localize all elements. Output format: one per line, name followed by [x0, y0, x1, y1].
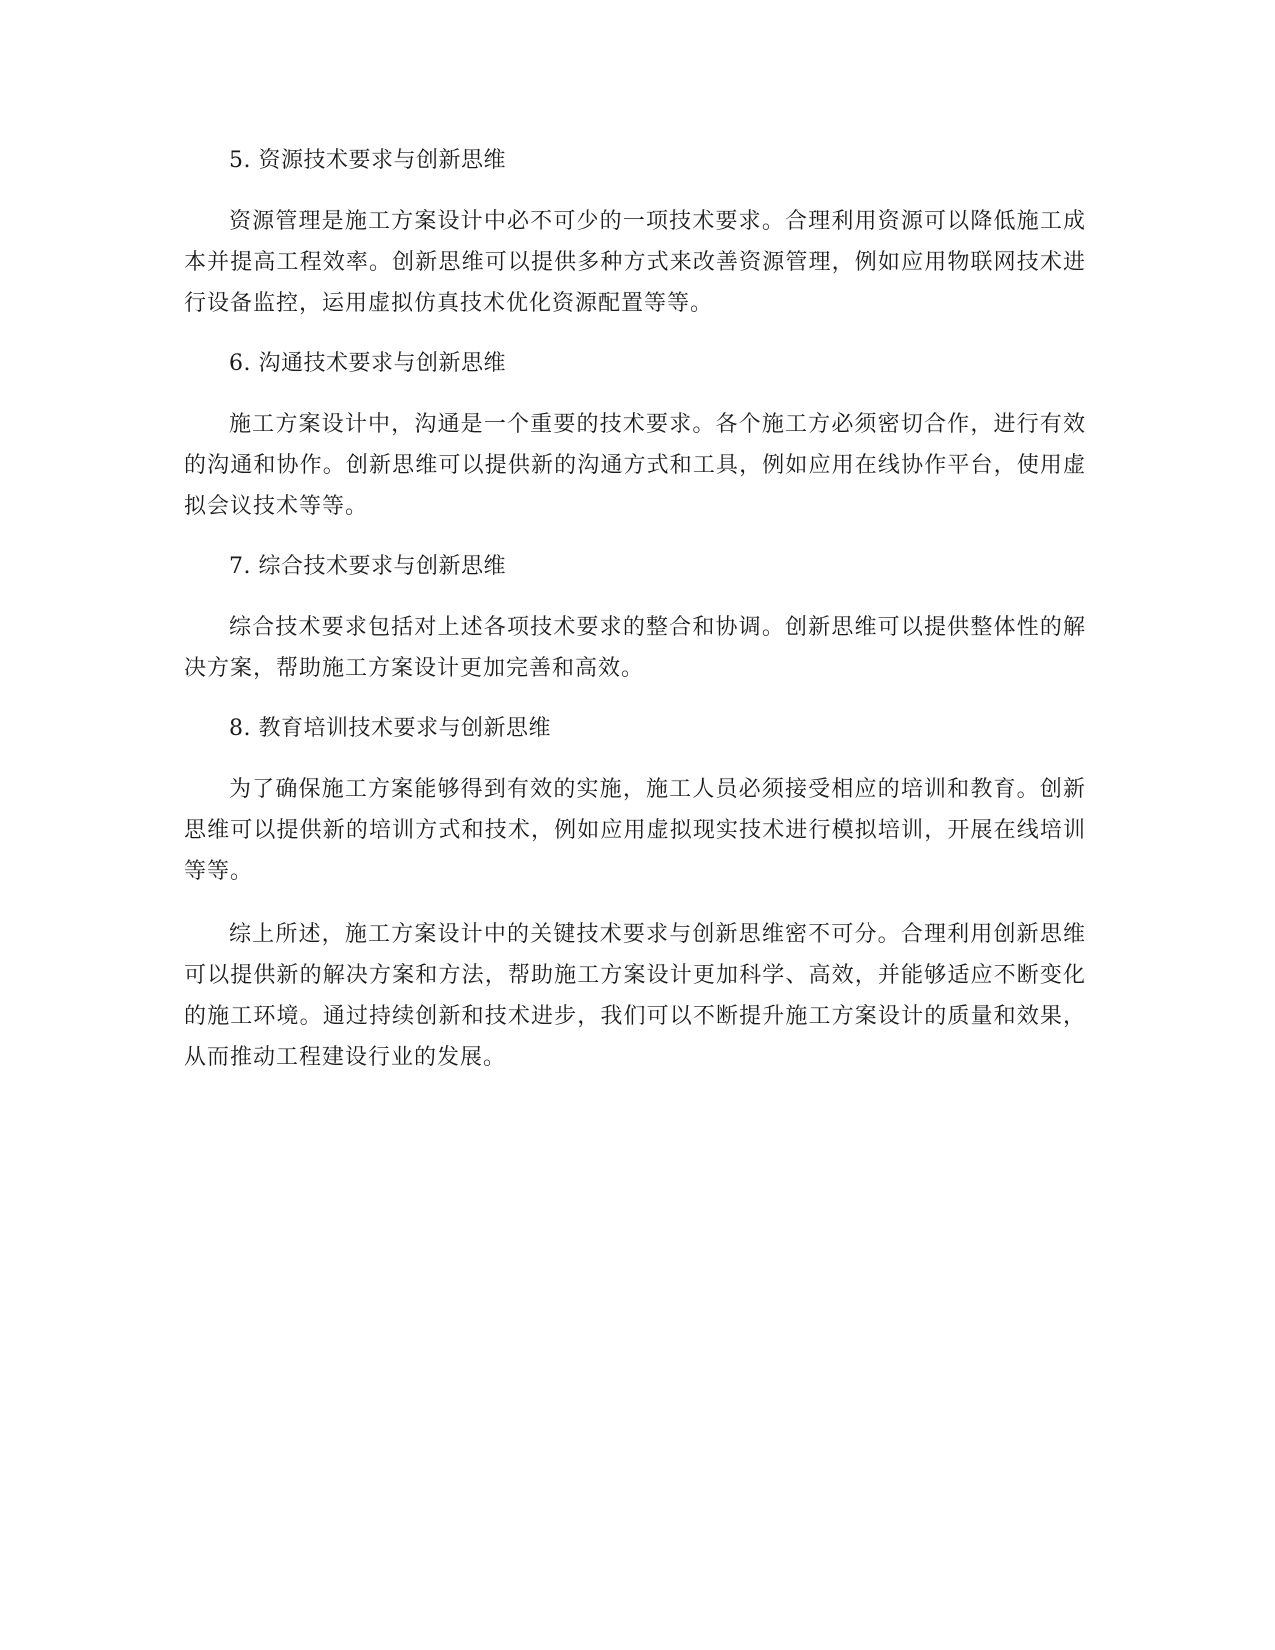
conclusion-paragraph: 综上所述，施工方案设计中的关键技术要求与创新思维密不可分。合理利用创新思维可以提供新的解决方案和方法，帮助施工方案设计更加科学、高效，并能够适应不断变化的施工环境。通过持续创新和技术进步，我们可以不断提升施工方案设计的质量和效果，从而推动工程建设行业的发展。 — [184, 922, 1086, 1070]
section-paragraph-7: 综合技术要求包括对上述各项技术要求的整合和协调。创新思维可以提供整体性的解决方案，帮助施工方案设计更加完善和高效。 — [184, 615, 1086, 681]
section-heading-6: 6. 沟通技术要求与创新思维 — [229, 351, 506, 376]
section-heading-8: 8. 教育培训技术要求与创新思维 — [229, 716, 551, 741]
section-paragraph-8: 为了确保施工方案能够得到有效的实施，施工人员必须接受相应的培训和教育。创新思维可以提供新的培训方式和技术，例如应用虚拟现实技术进行模拟培训，开展在线培训等等。 — [184, 777, 1086, 884]
section-heading-5: 5. 资源技术要求与创新思维 — [229, 148, 506, 173]
document-body — [184, 143, 1086, 1100]
section-heading-7: 7. 综合技术要求与创新思维 — [229, 554, 506, 579]
section-paragraph-5: 资源管理是施工方案设计中必不可少的一项技术要求。合理利用资源可以降低施工成本并提高工程效率。创新思维可以提供多种方式来改善资源管理，例如应用物联网技术进行设备监控，运用虚拟仿真技术优化资源配置等等。 — [184, 209, 1086, 316]
section-paragraph-6: 施工方案设计中，沟通是一个重要的技术要求。各个施工方必须密切合作，进行有效的沟通和协作。创新思维可以提供新的沟通方式和工具，例如应用在线协作平台，使用虚拟会议技术等等。 — [184, 412, 1086, 519]
